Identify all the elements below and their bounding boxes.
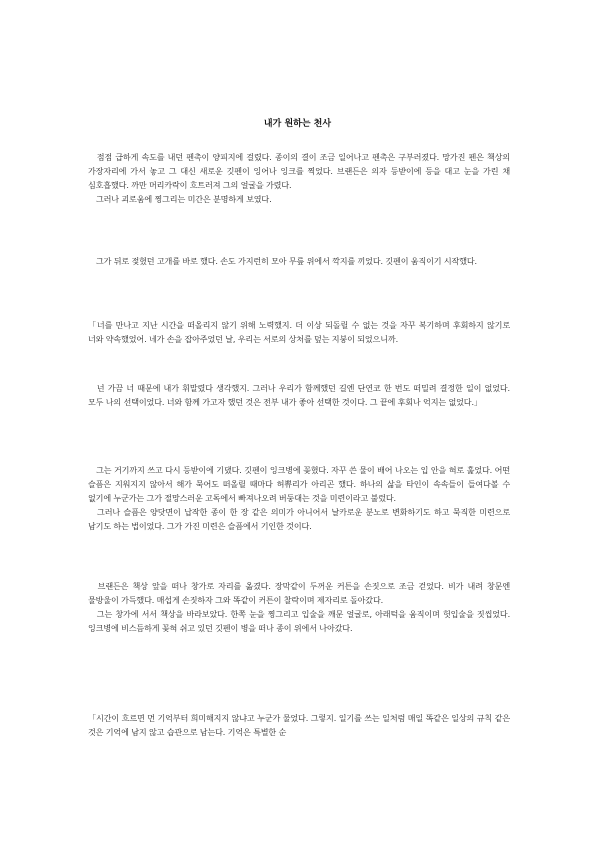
paragraph: 넌 가끔 너 때문에 내가 휘말렸다 생각했지. 그러나 우리가 함께했던 길엔 단연코 한 번도 떠밀려 결정한 일이 없었다. 모두 나의 선택이었다. 너와 함께 가고자 했던 것은 전부 내가 좋아 선택한 것이다. 그 끝에 후회나 억지는 없었다.」	[88, 383, 510, 408]
paragraph-block	[88, 463, 510, 533]
paragraph: 그러나 괴로움에 찡그리는 미간은 분명하게 보였다.	[88, 194, 272, 205]
paragraph: 「너를 만나고 지난 시간을 떠올리지 않기 위해 노력했지. 더 이상 되돌릴 수 없는 것을 자꾸 복기하며 후회하지 않기로 너와 약속했었어. 네가 손을 잡아주었던 날, 우리는 서로의 상처를 덮는 지붕이 되었으니까.	[88, 320, 510, 345]
document-title: 내가 원하는 천사	[263, 119, 332, 129]
paragraph-block	[88, 579, 510, 635]
paragraph: 「시간이 흐르면 먼 기억부터 희미해지지 않냐고 누군가 물었다. 그렇지. 일기를 쓰는 일처럼 매일 똑같은 일상의 규칙 같은 것은 기억에 남지 않고 습관으로 남는다. 기억은 특별한 순	[88, 713, 510, 738]
paragraph: 그는 거기까지 쓰고 다시 등받이에 기댔다. 깃펜이 잉크병에 꽂혔다. 자꾸 쓴 물이 배어 나오는 입 안을 혀로 훑었다. 어떤 슬픔은 지워지지 않아서 해가 묵어도 떠올릴 때마다 허쀼리가 아리곤 했다. 하나의 삶을 타인이 속속들이 들여다볼 수 없기에 누군가는 그가 절망스러운 고독에서 빠져나오려 버둥대는 것을 미련이라고 불렀다.	[88, 465, 510, 504]
letter-quote-block	[88, 318, 510, 346]
paragraph: 그는 창가에 서서 책상을 바라보았다. 한쪽 눈을 찡그리고 입술을 깨문 얼굴로, 아래턱을 움직이며 헛입술을 짓씹었다. 잉크병에 비스듬하게 꽂혀 쉬고 있던 깃펜이 병을 떠나 종이 위에서 나아갔다.	[88, 609, 510, 634]
paragraph: 그러나 슬픔은 양닷면이 납작한 종이 한 장 같은 의미가 아니어서 날카로운 분노로 변화하기도 하고 묵직한 미련으로 남기도 하는 법이었다. 그가 가진 미련은 슬픔에서 기인한 것이다.	[88, 507, 510, 532]
paragraph: 그가 뒤로 젖혔던 고개를 바로 했다. 손도 가지런히 모아 무릎 위에서 깍지를 끼었다. 깃펜이 움직이기 시작했다.	[88, 256, 477, 266]
letter-quote-block	[88, 381, 510, 409]
paragraph: 점점 급하게 속도를 내던 펜촉이 양피지에 걸렸다. 종이의 결이 조금 일어나고 펜촉은 구부러졌다. 망가진 펜은 책상의 가장자리에 가서 놓고 그 대신 새로운 깃펜이 잉어나 잉크를 찍었다. 브랜든은 의자 등받이에 등을 대고 눈을 가린 채 심호흡했다. 까만 머리카락이 흐트러져 그의 얼굴을 가렸다.	[88, 152, 510, 191]
paragraph-block	[88, 254, 510, 268]
letter-quote-block	[88, 711, 510, 739]
paragraph: 브랜든은 책상 앞을 떠나 창가로 자리를 옮겼다. 장막같이 두꺼운 커튼을 손짓으로 조금 걷었다. 비가 내려 창문엔 물방울이 가득했다. 매섭게 손짓하자 그와 똑같이 커튼이 찰락이며 제자리로 돌아갔다.	[88, 581, 510, 606]
paragraph-block	[88, 150, 510, 206]
